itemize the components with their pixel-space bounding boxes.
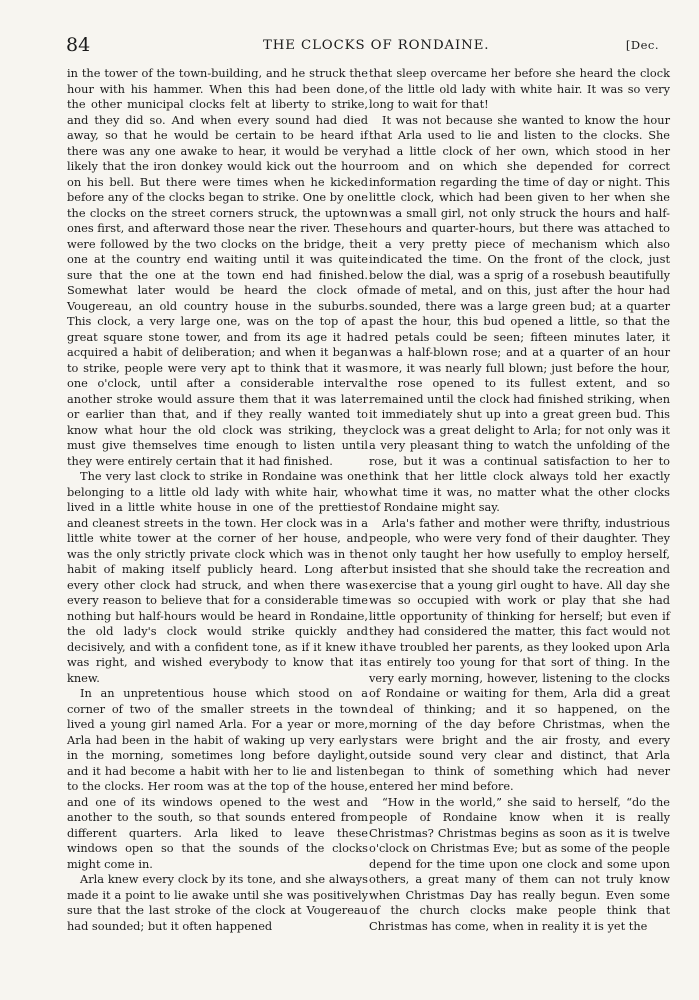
- paragraph: in the tower of the town-building, and he struck the hour with his hammer. When this had been done, the other municipal clocks felt at liberty to strike, and they did so. And when every sound had died away, so that he would be certain to be heard if there was any one awake to hear, it would be very likely that the iron donkey would kick out the hour on his bell. But there were times when he kicked before any of the clocks began to strike. One by one the clocks on the street corners struck, the uptown ones first, and afterward those near the river. These were followed by the two clocks on the bridge, the one at the country end waiting until it was quite sure that the one at the town end had finished. Somewhat later would be heard the clock of Vougereau, an old country house in the suburbs. This clock, a very large one, was on the top of a great square stone tower, and from its age it had acquired a habit of deliberation; and when it began to strike, people were very apt to think that it was one o'clock, until after a considerable interval another stroke would assure them that it was later or earlier than that, and if they really wanted to know what hour the old clock was striking, they must give themselves time enough to listen until they were entirely certain that it had finished.: [67, 66, 368, 468]
- paragraph: The very last clock to strike in Rondaine was one belonging to a little old lady with white hair, who lived in a little white house in one of the prettiest and cleanest streets in the town. Her clock was in a little white tower at the corner of her house, and was the only strictly private clock which was in the habit of making itself publicly heard. Long after every other clock had struck, and when there was every reason to believe that for a considerable time nothing but half-hours would be heard in Rondaine, the old lady's clock would strike quickly and decisively, and with a confident tone, as if it knew it was right, and wished everybody to know that it knew.: [67, 469, 368, 685]
- right-column: [369, 66, 670, 934]
- running-title: THE CLOCKS OF RONDAINE.: [263, 38, 490, 53]
- paragraph: Arla's father and mother were thrifty, industrious people, who were very fond of their daughter. They not only taught her how usefully to employ herself, but insisted that she should take the recreation and exercise that a young girl ought to have. All day she was so occupied with work or play that she had little opportunity of thinking for herself; but even if they had considered the matter, this fact would not have troubled her parents, as they looked upon Arla as entirely too young for that sort of thing. In the very early morning, however, listening to the clocks of Rondaine or waiting for them, Arla did a great deal of thinking; and it so happened, on the morning of the day before Christmas, when the stars were bright and the air frosty, and every outside sound very clear and distinct, that Arla began to think of something which had never entered her mind before.: [369, 515, 670, 793]
- issue-month: [Dec.: [625, 38, 659, 52]
- paragraph: It was not because she wanted to know the hour that Arla used to lie and listen to the clocks. She had a little clock of her own, which stood in her room and on which she depended for correct information regarding the time of day or night. This little clock, which had been given to her when she was a small girl, not only struck the hours and half-hours and quarter-hours, but there was attached to it a very pretty piece of mechanism which also indicated the time. On the front of the clock, just below the dial, was a sprig of a rosebush beautifully made of metal, and on this, just after the hour had sounded, there was a large green bud; at a quarter past the hour, this bud opened a little, so that the red petals could be seen; fifteen minutes later, it was a half-blown rose; and at a quarter of an hour more, it was nearly full blown; just before the hour, the rose opened to its fullest extent, and so remained until the clock had finished striking, when it immediately shut up into a great green bud. This clock was a great delight to Arla; for not only was it a very pleasant thing to watch the unfolding of the rose, but it was a continual satisfaction to her to think that her little clock always told her exactly what time it was, no matter what the other clocks of Rondaine might say.: [369, 112, 670, 514]
- paragraph: In an unpretentious house which stood on a corner of two of the smaller streets in the town lived a young girl named Arla. For a year or more, Arla had been in the habit of waking up very early in the morning, sometimes long before daylight, and it had become a habit with her to lie and listen to the clocks. Her room was at the top of the house, and one of its windows opened to the west and another to the south, so that sounds entered from different quarters. Arla liked to leave these windows open so that the sounds of the clocks might come in.: [67, 686, 368, 871]
- paragraph: that sleep overcame her before she heard the clock of the little old lady with white hair. It was so very long to wait for that!: [369, 66, 670, 111]
- paragraph: “How in the world,” she said to herself, “do the people of Rondaine know when it is really Christmas? Christmas begins as soon as it is twelve o'clock on Christmas Eve; but as some of the people depend for the time upon one clock and some upon others, a great many of them can not truly know when Christmas Day has really begun. Even some of the church clocks make people think that Christmas has come, when in reality it is yet the: [369, 794, 670, 933]
- page-number: 84: [66, 34, 91, 56]
- left-column: [67, 66, 368, 934]
- paragraph: Arla knew every clock by its tone, and she always made it a point to lie awake until she was positively sure that the last stroke of the clock at Vougereau had sounded; but it often happened: [67, 872, 368, 933]
- page-header: [66, 34, 671, 58]
